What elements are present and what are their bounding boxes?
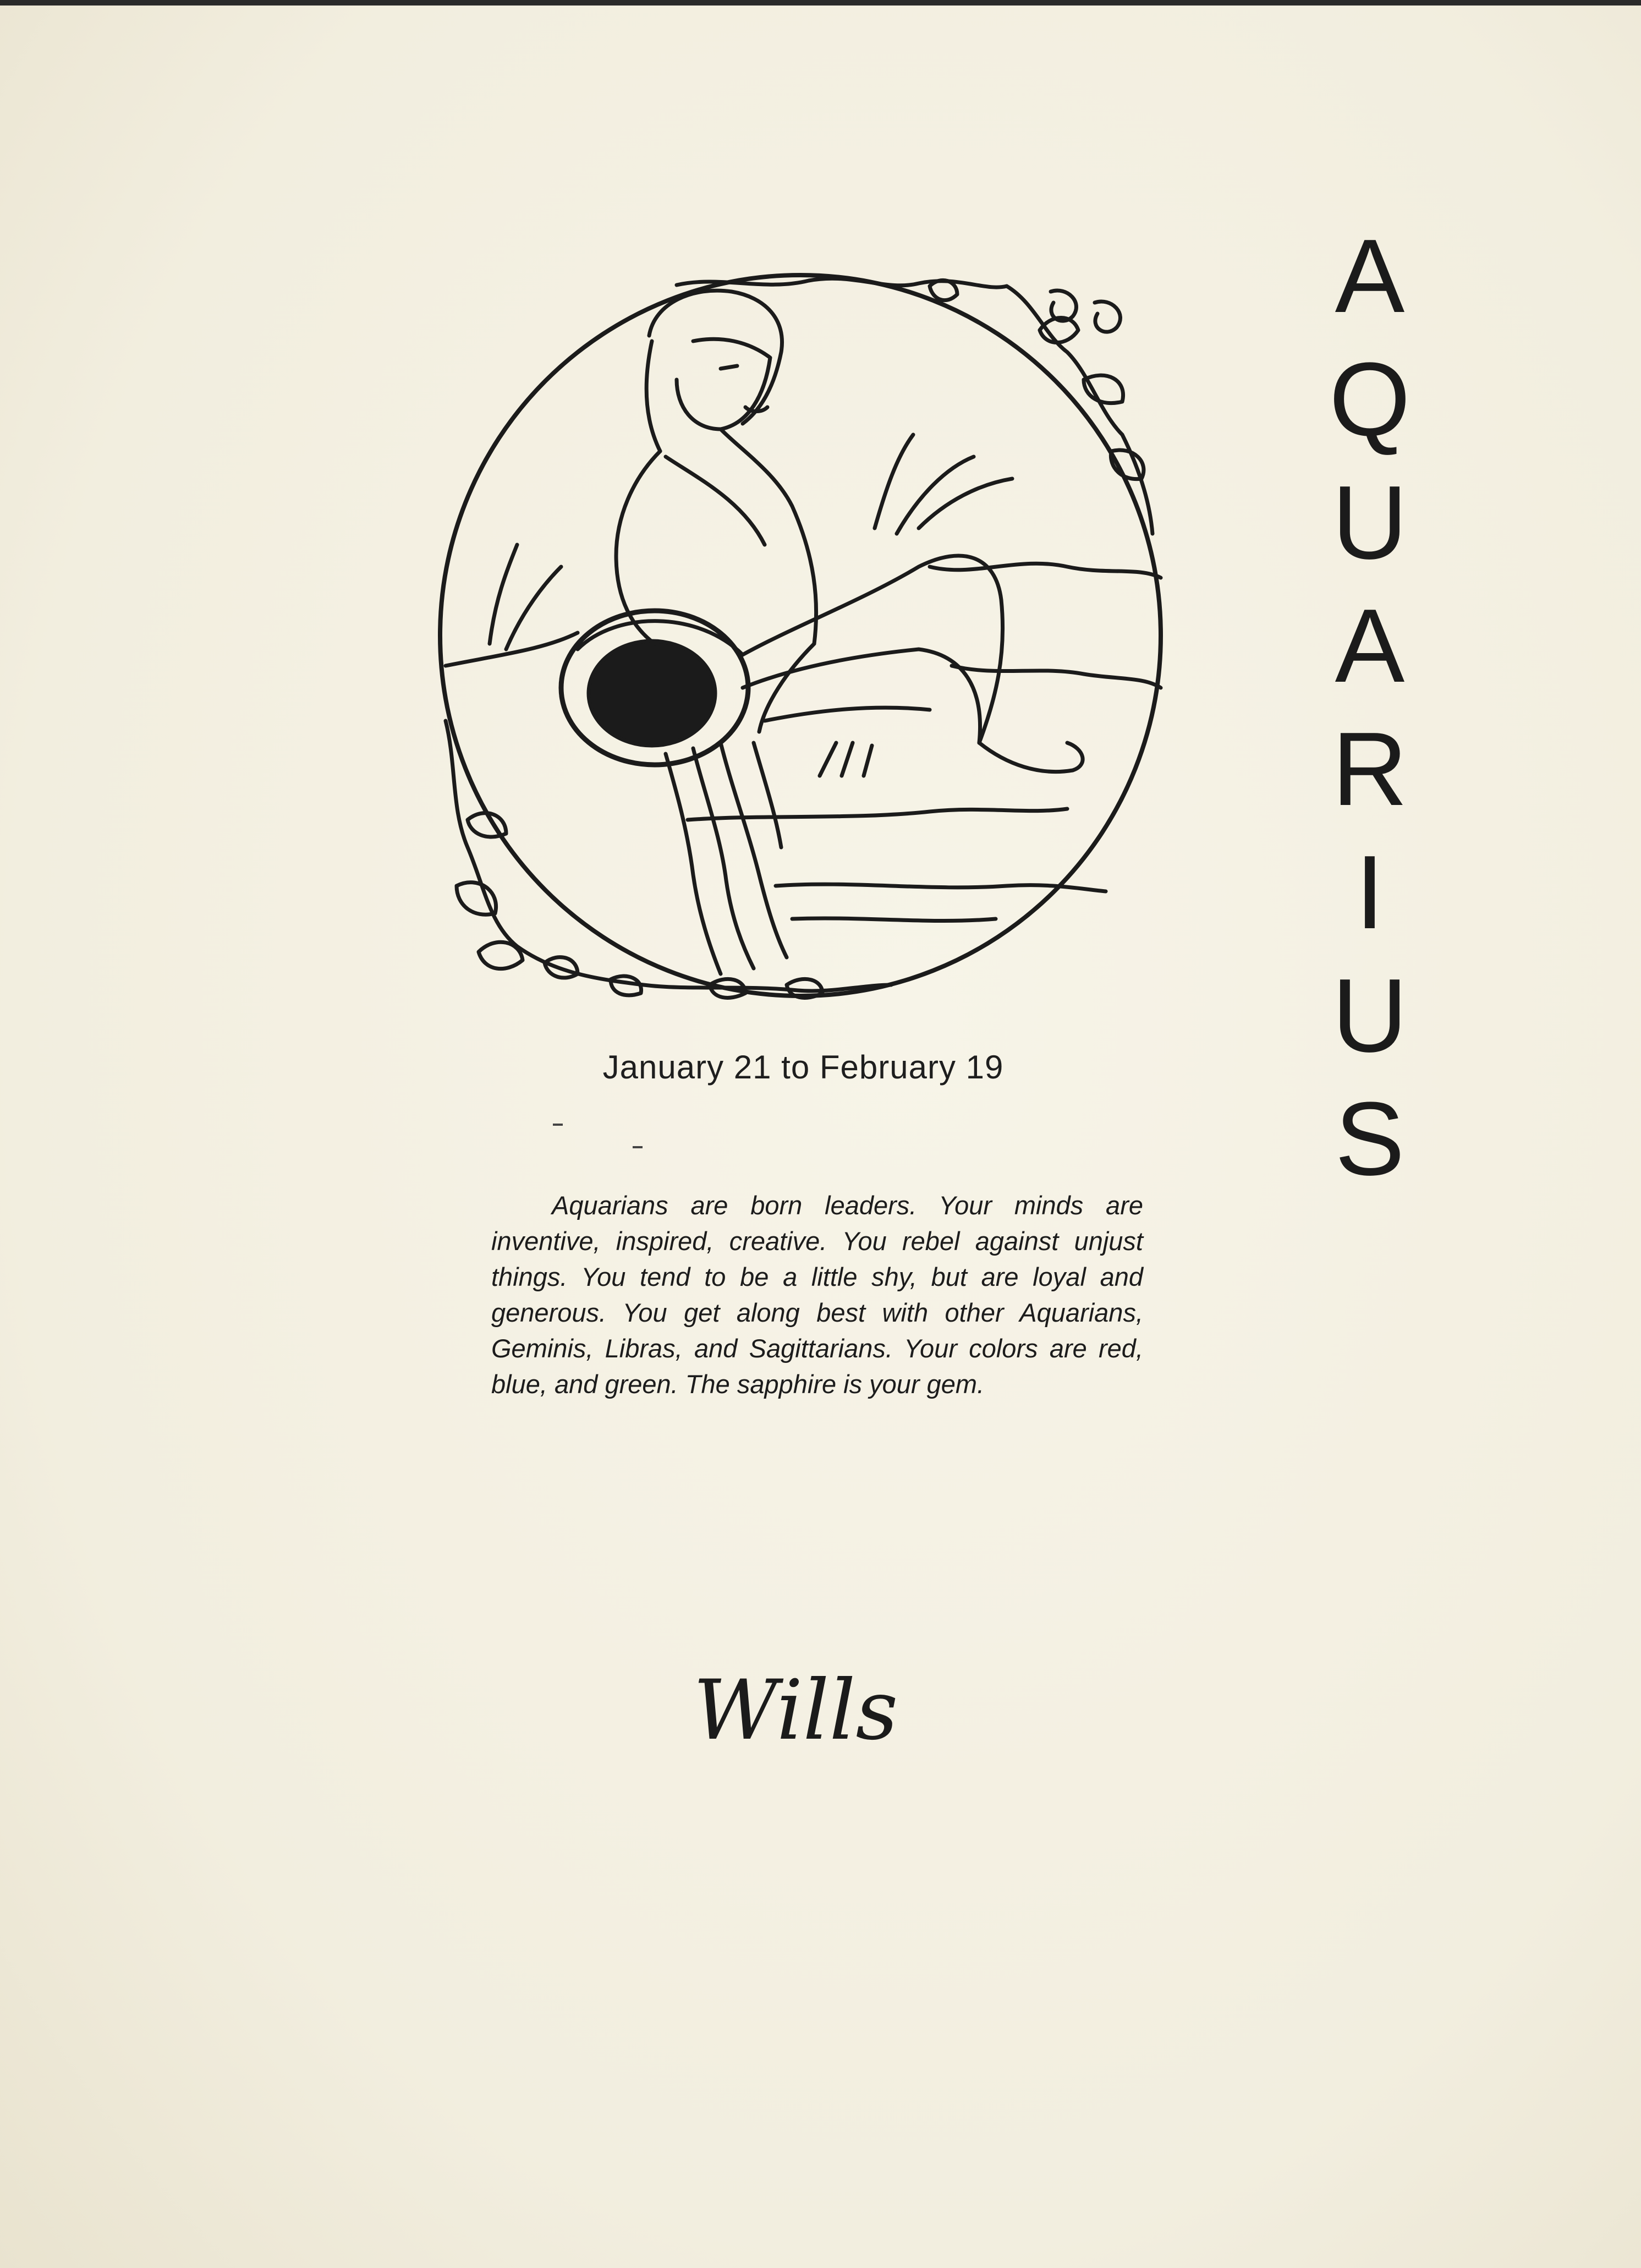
- date-range: January 21 to February 19: [602, 1049, 1004, 1086]
- sign-title: [1309, 215, 1430, 1201]
- title-letter: S: [1335, 1081, 1405, 1197]
- title-letter: R: [1332, 711, 1408, 828]
- title-letter: U: [1332, 957, 1408, 1074]
- ink-mark: [633, 1146, 643, 1148]
- title-letter: Q: [1329, 341, 1411, 458]
- ink-mark: [553, 1124, 563, 1126]
- page-top-edge: [0, 0, 1641, 6]
- aquarius-illustration: [435, 270, 1172, 1007]
- description-paragraph: Aquarians are born leaders. Your minds are inventive, inspired, creative. You rebel against unjust things. You tend to be a little shy, but are loyal and generous. You get along best with other Aquarians, Geminis, Libras, and Sagittarians. Your colors are red, blue, and green. The sapphire is your gem.: [491, 1191, 1143, 1399]
- signature-text: Wills: [693, 1663, 898, 1758]
- title-letter: A: [1335, 588, 1405, 704]
- title-letter: A: [1335, 218, 1405, 335]
- wills-signature: [688, 1645, 952, 1788]
- title-letter: I: [1355, 834, 1385, 951]
- title-letter: U: [1332, 464, 1408, 581]
